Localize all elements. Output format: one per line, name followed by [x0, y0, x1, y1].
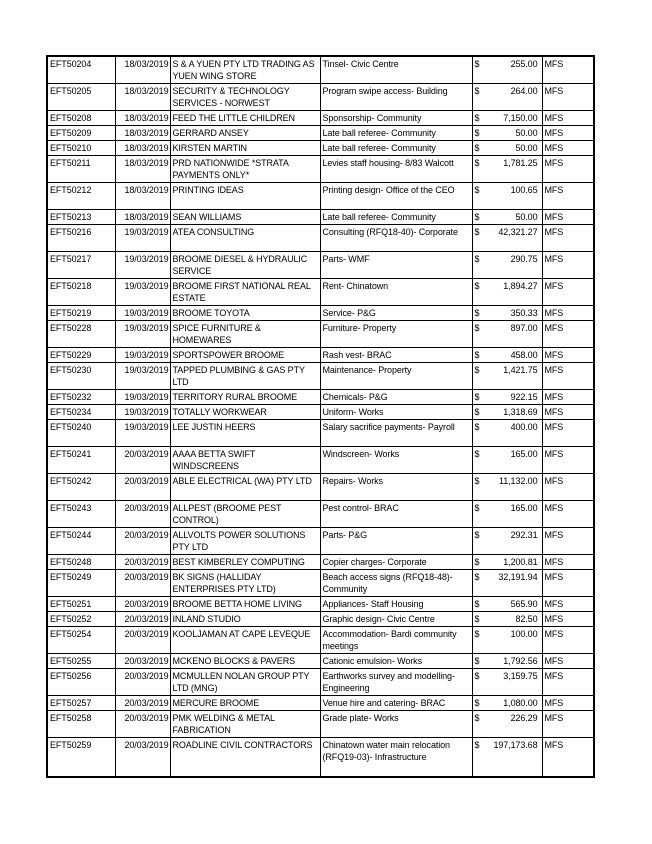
cell-payee: MERCURE BROOME: [170, 696, 320, 711]
payments-table-body: [47, 56, 594, 777]
cell-eft-number: EFT50230: [47, 363, 115, 390]
document-page: [46, 55, 595, 778]
amount-value: 226.29: [510, 713, 538, 723]
cell-amount: [472, 141, 542, 156]
table-row: [47, 612, 594, 627]
cell-payee: BROOME TOYOTA: [170, 306, 320, 321]
currency-symbol: $: [474, 350, 480, 360]
amount-value: 50.00: [515, 212, 538, 222]
cell-eft-number: EFT50208: [47, 111, 115, 126]
cell-date: 19/03/2019: [115, 405, 170, 420]
amount-value: 42,321.27: [498, 227, 538, 237]
cell-code: MFS: [542, 390, 594, 405]
cell-code: MFS: [542, 56, 594, 84]
amount-value: 400.00: [510, 422, 538, 432]
table-row: [47, 528, 594, 555]
amount-value: 292.31: [510, 530, 538, 540]
cell-code: MFS: [542, 252, 594, 279]
cell-eft-number: EFT50257: [47, 696, 115, 711]
cell-code: MFS: [542, 654, 594, 669]
table-row: [47, 306, 594, 321]
table-row: [47, 141, 594, 156]
cell-code: MFS: [542, 156, 594, 183]
table-row: [47, 348, 594, 363]
amount-value: 565.90: [510, 599, 538, 609]
cell-description: Printing design- Office of the CEO: [320, 183, 472, 210]
currency-symbol: $: [474, 713, 480, 723]
amount-value: 264.00: [510, 86, 538, 96]
amount-value: 7,150.00: [503, 113, 538, 123]
cell-payee: BEST KIMBERLEY COMPUTING: [170, 555, 320, 570]
cell-code: MFS: [542, 420, 594, 447]
cell-description: Program swipe access- Building: [320, 84, 472, 111]
currency-symbol: $: [474, 476, 480, 486]
table-row: [47, 711, 594, 738]
cell-eft-number: EFT50241: [47, 447, 115, 474]
table-row: [47, 474, 594, 501]
cell-amount: [472, 111, 542, 126]
cell-amount: [472, 612, 542, 627]
cell-date: 20/03/2019: [115, 612, 170, 627]
cell-payee: BROOME BETTA HOME LIVING: [170, 597, 320, 612]
cell-code: MFS: [542, 141, 594, 156]
cell-description: Venue hire and catering- BRAC: [320, 696, 472, 711]
cell-description: Accommodation- Bardi community meetings: [320, 627, 472, 654]
cell-date: 20/03/2019: [115, 627, 170, 654]
cell-eft-number: EFT50209: [47, 126, 115, 141]
amount-value: 1,781.25: [503, 158, 538, 168]
cell-eft-number: EFT50211: [47, 156, 115, 183]
cell-amount: [472, 321, 542, 348]
cell-date: 18/03/2019: [115, 210, 170, 225]
cell-code: MFS: [542, 126, 594, 141]
cell-payee: BROOME FIRST NATIONAL REAL ESTATE: [170, 279, 320, 306]
currency-symbol: $: [474, 614, 480, 624]
table-row: [47, 405, 594, 420]
cell-amount: [472, 210, 542, 225]
cell-eft-number: EFT50254: [47, 627, 115, 654]
cell-amount: [472, 447, 542, 474]
cell-date: 18/03/2019: [115, 111, 170, 126]
cell-payee: FEED THE LITTLE CHILDREN: [170, 111, 320, 126]
cell-description: Late ball referee- Community: [320, 210, 472, 225]
payments-table: [46, 55, 595, 778]
amount-value: 1,421.75: [503, 365, 538, 375]
cell-date: 20/03/2019: [115, 501, 170, 528]
cell-payee: ALLVOLTS POWER SOLUTIONS PTY LTD: [170, 528, 320, 555]
cell-payee: LEE JUSTIN HEERS: [170, 420, 320, 447]
currency-symbol: $: [474, 158, 480, 168]
currency-symbol: $: [474, 308, 480, 318]
cell-description: Service- P&G: [320, 306, 472, 321]
cell-eft-number: EFT50216: [47, 225, 115, 252]
cell-description: Parts- WMF: [320, 252, 472, 279]
cell-payee: ATEA CONSULTING: [170, 225, 320, 252]
cell-eft-number: EFT50242: [47, 474, 115, 501]
cell-description: Uniform- Works: [320, 405, 472, 420]
cell-amount: [472, 738, 542, 778]
amount-value: 350.33: [510, 308, 538, 318]
amount-value: 11,132.00: [499, 476, 538, 486]
table-row: [47, 654, 594, 669]
cell-amount: [472, 696, 542, 711]
cell-code: MFS: [542, 84, 594, 111]
cell-code: MFS: [542, 528, 594, 555]
cell-date: 19/03/2019: [115, 306, 170, 321]
cell-date: 20/03/2019: [115, 711, 170, 738]
currency-symbol: $: [474, 503, 480, 513]
table-row: [47, 669, 594, 696]
cell-payee: PRD NATIONWIDE *STRATA PAYMENTS ONLY*: [170, 156, 320, 183]
cell-date: 18/03/2019: [115, 141, 170, 156]
cell-eft-number: EFT50255: [47, 654, 115, 669]
table-row: [47, 627, 594, 654]
cell-code: MFS: [542, 447, 594, 474]
table-row: [47, 225, 594, 252]
cell-amount: [472, 555, 542, 570]
table-row: [47, 390, 594, 405]
cell-date: 19/03/2019: [115, 420, 170, 447]
cell-eft-number: EFT50229: [47, 348, 115, 363]
amount-value: 1,318.69: [503, 407, 538, 417]
cell-description: Levies staff housing- 8/83 Walcott: [320, 156, 472, 183]
table-row: [47, 363, 594, 390]
amount-value: 897.00: [510, 323, 538, 333]
currency-symbol: $: [474, 365, 480, 375]
table-row: [47, 447, 594, 474]
cell-code: MFS: [542, 711, 594, 738]
cell-eft-number: EFT50212: [47, 183, 115, 210]
currency-symbol: $: [474, 572, 480, 582]
currency-symbol: $: [474, 254, 480, 264]
cell-date: 18/03/2019: [115, 84, 170, 111]
cell-description: Maintenance- Property: [320, 363, 472, 390]
cell-eft-number: EFT50205: [47, 84, 115, 111]
cell-payee: AAAA BETTA SWIFT WINDSCREENS: [170, 447, 320, 474]
cell-amount: [472, 654, 542, 669]
cell-description: Repairs- Works: [320, 474, 472, 501]
cell-payee: SECURITY & TECHNOLOGY SERVICES - NORWEST: [170, 84, 320, 111]
table-row: [47, 570, 594, 597]
currency-symbol: $: [474, 128, 480, 138]
cell-code: MFS: [542, 279, 594, 306]
cell-eft-number: EFT50248: [47, 555, 115, 570]
currency-symbol: $: [474, 323, 480, 333]
cell-amount: [472, 474, 542, 501]
amount-value: 922.15: [510, 392, 538, 402]
amount-value: 50.00: [515, 128, 538, 138]
cell-eft-number: EFT50244: [47, 528, 115, 555]
cell-payee: S & A YUEN PTY LTD TRADING AS YUEN WING STORE: [170, 56, 320, 84]
cell-code: MFS: [542, 363, 594, 390]
cell-description: Graphic design- Civic Centre: [320, 612, 472, 627]
cell-date: 18/03/2019: [115, 156, 170, 183]
cell-date: 20/03/2019: [115, 597, 170, 612]
cell-date: 18/03/2019: [115, 183, 170, 210]
cell-description: Sponsorship- Community: [320, 111, 472, 126]
cell-date: 19/03/2019: [115, 279, 170, 306]
amount-value: 458.00: [510, 350, 538, 360]
currency-symbol: $: [474, 422, 480, 432]
currency-symbol: $: [474, 86, 480, 96]
amount-value: 165.00: [510, 449, 538, 459]
cell-date: 19/03/2019: [115, 390, 170, 405]
cell-date: 19/03/2019: [115, 348, 170, 363]
cell-description: Consulting (RFQ18-40)- Corporate: [320, 225, 472, 252]
cell-date: 20/03/2019: [115, 570, 170, 597]
cell-payee: BK SIGNS (HALLIDAY ENTERPRISES PTY LTD): [170, 570, 320, 597]
currency-symbol: $: [474, 59, 480, 69]
cell-code: MFS: [542, 669, 594, 696]
cell-date: 20/03/2019: [115, 669, 170, 696]
cell-code: MFS: [542, 570, 594, 597]
table-row: [47, 279, 594, 306]
cell-amount: [472, 225, 542, 252]
cell-amount: [472, 56, 542, 84]
amount-value: 82.50: [515, 614, 538, 624]
currency-symbol: $: [474, 656, 480, 666]
cell-amount: [472, 420, 542, 447]
cell-code: MFS: [542, 501, 594, 528]
cell-payee: KIRSTEN MARTIN: [170, 141, 320, 156]
cell-date: 20/03/2019: [115, 696, 170, 711]
cell-code: MFS: [542, 111, 594, 126]
cell-amount: [472, 156, 542, 183]
cell-code: MFS: [542, 348, 594, 363]
cell-description: Furniture- Property: [320, 321, 472, 348]
cell-amount: [472, 711, 542, 738]
cell-description: Salary sacrifice payments- Payroll: [320, 420, 472, 447]
cell-date: 19/03/2019: [115, 225, 170, 252]
cell-amount: [472, 501, 542, 528]
amount-value: 3,159.75: [503, 671, 538, 681]
cell-eft-number: EFT50256: [47, 669, 115, 696]
amount-value: 290.75: [510, 254, 538, 264]
table-row: [47, 252, 594, 279]
cell-date: 18/03/2019: [115, 56, 170, 84]
currency-symbol: $: [474, 227, 480, 237]
table-row: [47, 738, 594, 778]
cell-amount: [472, 183, 542, 210]
table-row: [47, 84, 594, 111]
table-row: [47, 420, 594, 447]
cell-amount: [472, 528, 542, 555]
cell-code: MFS: [542, 225, 594, 252]
cell-payee: MCMULLEN NOLAN GROUP PTY LTD (MNG): [170, 669, 320, 696]
cell-description: Rent- Chinatown: [320, 279, 472, 306]
cell-eft-number: EFT50210: [47, 141, 115, 156]
cell-eft-number: EFT50219: [47, 306, 115, 321]
cell-code: MFS: [542, 597, 594, 612]
cell-date: 19/03/2019: [115, 321, 170, 348]
currency-symbol: $: [474, 407, 480, 417]
amount-value: 1,080.00: [503, 698, 538, 708]
amount-value: 1,894.27: [503, 281, 538, 291]
cell-amount: [472, 252, 542, 279]
currency-symbol: $: [474, 671, 480, 681]
table-row: [47, 555, 594, 570]
cell-payee: SPICE FURNITURE & HOMEWARES: [170, 321, 320, 348]
cell-payee: BROOME DIESEL & HYDRAULIC SERVICE: [170, 252, 320, 279]
cell-eft-number: EFT50240: [47, 420, 115, 447]
cell-date: 20/03/2019: [115, 555, 170, 570]
cell-eft-number: EFT50249: [47, 570, 115, 597]
amount-value: 50.00: [515, 143, 538, 153]
cell-payee: GERRARD ANSEY: [170, 126, 320, 141]
currency-symbol: $: [474, 392, 480, 402]
cell-eft-number: EFT50204: [47, 56, 115, 84]
currency-symbol: $: [474, 557, 480, 567]
cell-description: Appliances- Staff Housing: [320, 597, 472, 612]
table-row: [47, 56, 594, 84]
amount-value: 165.00: [510, 503, 538, 513]
cell-description: Earthworks survey and modelling- Engineering: [320, 669, 472, 696]
cell-description: Chinatown water main relocation (RFQ19-03)- Infrastructure: [320, 738, 472, 778]
cell-description: Cationic emulsion- Works: [320, 654, 472, 669]
table-row: [47, 321, 594, 348]
currency-symbol: $: [474, 113, 480, 123]
cell-eft-number: EFT50217: [47, 252, 115, 279]
cell-amount: [472, 84, 542, 111]
cell-amount: [472, 597, 542, 612]
amount-value: 197,173.68: [493, 740, 538, 750]
cell-eft-number: EFT50251: [47, 597, 115, 612]
cell-payee: TOTALLY WORKWEAR: [170, 405, 320, 420]
cell-code: MFS: [542, 627, 594, 654]
cell-eft-number: EFT50218: [47, 279, 115, 306]
currency-symbol: $: [474, 143, 480, 153]
currency-symbol: $: [474, 530, 480, 540]
amount-value: 32,191.94: [498, 572, 538, 582]
cell-payee: MCKENO BLOCKS & PAVERS: [170, 654, 320, 669]
table-row: [47, 156, 594, 183]
cell-amount: [472, 279, 542, 306]
amount-value: 1,792.56: [503, 656, 538, 666]
cell-eft-number: EFT50232: [47, 390, 115, 405]
cell-amount: [472, 405, 542, 420]
cell-date: 18/03/2019: [115, 126, 170, 141]
currency-symbol: $: [474, 629, 480, 639]
cell-payee: KOOLJAMAN AT CAPE LEVEQUE: [170, 627, 320, 654]
cell-eft-number: EFT50228: [47, 321, 115, 348]
cell-payee: ALLPEST (BROOME PEST CONTROL): [170, 501, 320, 528]
cell-payee: PRINTING IDEAS: [170, 183, 320, 210]
cell-payee: SEAN WILLIAMS: [170, 210, 320, 225]
cell-amount: [472, 669, 542, 696]
cell-date: 20/03/2019: [115, 528, 170, 555]
cell-date: 20/03/2019: [115, 654, 170, 669]
amount-value: 100.00: [510, 629, 538, 639]
cell-date: 19/03/2019: [115, 363, 170, 390]
currency-symbol: $: [474, 698, 480, 708]
cell-amount: [472, 390, 542, 405]
table-row: [47, 183, 594, 210]
cell-code: MFS: [542, 738, 594, 778]
cell-code: MFS: [542, 696, 594, 711]
cell-description: Late ball referee- Community: [320, 126, 472, 141]
cell-payee: ABLE ELECTRICAL (WA) PTY LTD: [170, 474, 320, 501]
cell-payee: TERRITORY RURAL BROOME: [170, 390, 320, 405]
amount-value: 255.00: [510, 59, 538, 69]
cell-description: Beach access signs (RFQ18-48)- Community: [320, 570, 472, 597]
cell-payee: TAPPED PLUMBING & GAS PTY LTD: [170, 363, 320, 390]
cell-code: MFS: [542, 183, 594, 210]
cell-date: 19/03/2019: [115, 252, 170, 279]
cell-description: Copier charges- Corporate: [320, 555, 472, 570]
table-row: [47, 111, 594, 126]
currency-symbol: $: [474, 281, 480, 291]
currency-symbol: $: [474, 740, 480, 750]
cell-amount: [472, 306, 542, 321]
cell-amount: [472, 348, 542, 363]
cell-code: MFS: [542, 474, 594, 501]
cell-code: MFS: [542, 405, 594, 420]
cell-eft-number: EFT50258: [47, 711, 115, 738]
cell-code: MFS: [542, 306, 594, 321]
table-row: [47, 210, 594, 225]
cell-payee: ROADLINE CIVIL CONTRACTORS: [170, 738, 320, 778]
cell-date: 20/03/2019: [115, 447, 170, 474]
cell-code: MFS: [542, 612, 594, 627]
cell-payee: PMK WELDING & METAL FABRICATION: [170, 711, 320, 738]
cell-description: Parts- P&G: [320, 528, 472, 555]
amount-value: 100.65: [510, 185, 538, 195]
cell-amount: [472, 627, 542, 654]
table-row: [47, 696, 594, 711]
table-row: [47, 126, 594, 141]
cell-amount: [472, 570, 542, 597]
cell-amount: [472, 126, 542, 141]
cell-description: Grade plate- Works: [320, 711, 472, 738]
cell-description: Rash vest- BRAC: [320, 348, 472, 363]
cell-description: Chemicals- P&G: [320, 390, 472, 405]
cell-description: Windscreen- Works: [320, 447, 472, 474]
currency-symbol: $: [474, 449, 480, 459]
cell-description: Late ball referee- Community: [320, 141, 472, 156]
currency-symbol: $: [474, 212, 480, 222]
cell-date: 20/03/2019: [115, 738, 170, 778]
table-row: [47, 597, 594, 612]
currency-symbol: $: [474, 185, 480, 195]
currency-symbol: $: [474, 599, 480, 609]
cell-code: MFS: [542, 321, 594, 348]
cell-code: MFS: [542, 210, 594, 225]
cell-description: Tinsel- Civic Centre: [320, 56, 472, 84]
cell-amount: [472, 363, 542, 390]
cell-eft-number: EFT50243: [47, 501, 115, 528]
cell-date: 20/03/2019: [115, 474, 170, 501]
cell-payee: INLAND STUDIO: [170, 612, 320, 627]
cell-eft-number: EFT50259: [47, 738, 115, 778]
cell-eft-number: EFT50234: [47, 405, 115, 420]
cell-eft-number: EFT50213: [47, 210, 115, 225]
cell-code: MFS: [542, 555, 594, 570]
cell-description: Pest control- BRAC: [320, 501, 472, 528]
cell-payee: SPORTSPOWER BROOME: [170, 348, 320, 363]
table-row: [47, 501, 594, 528]
amount-value: 1,200.81: [503, 557, 538, 567]
cell-eft-number: EFT50252: [47, 612, 115, 627]
